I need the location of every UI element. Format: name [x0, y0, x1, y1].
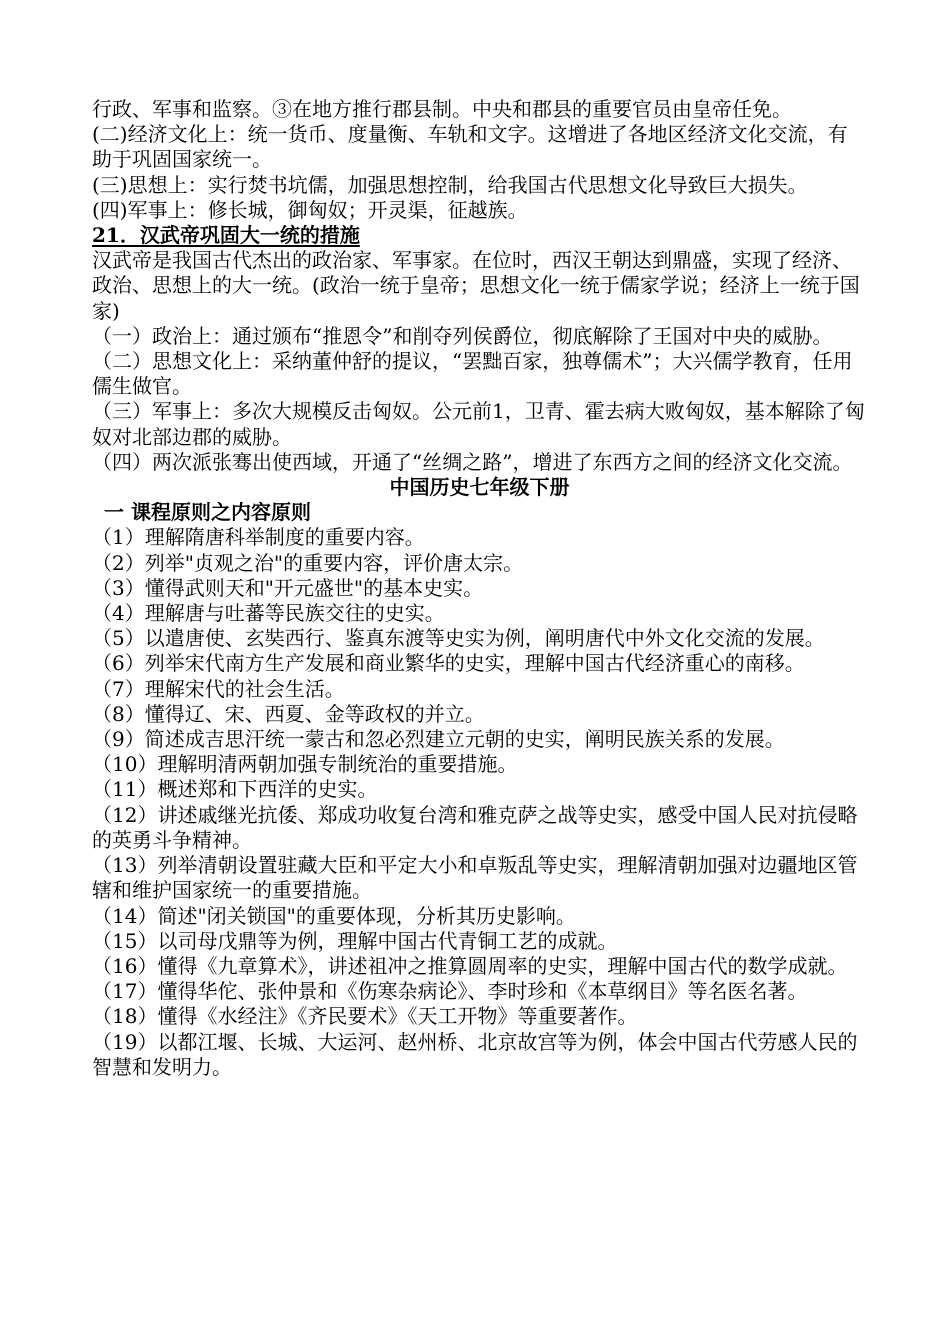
paragraph-qin-economy: (二)经济文化上：统一货币、度量衡、车轨和文字。这增进了各地区经济文化交流，有助于巩固国家统一。	[92, 122, 848, 172]
list-item: （1）理解隋唐科举制度的重要内容。	[92, 525, 425, 550]
list-item: （14）简述"闭关锁国"的重要体现，分析其历史影响。	[92, 903, 576, 928]
paragraph-han-military: （三）军事上：多次大规模反击匈奴。公元前1，卫青、霍去病大败匈奴，基本解除了匈奴对北部边郡的威胁。	[92, 399, 865, 449]
paragraph-qin-thought: (三)思想上：实行焚书坑儒，加强思想控制，给我国古代思想文化导致巨大损失。	[92, 172, 808, 197]
list-item: （3）懂得武则天和"开元盛世"的基本史实。	[92, 575, 484, 600]
paragraph-han-silkroad: （四）两次派张骞出使西域，开通了“丝绸之路”，增进了东西方之间的经济文化交流。	[92, 449, 853, 474]
list-item: （11）概述郑和下西洋的史实。	[92, 777, 378, 802]
book-title: 中国历史七年级下册	[389, 475, 570, 500]
paragraph-qin-military: (四)军事上：修长城，御匈奴；开灵渠，征越族。	[92, 197, 528, 222]
list-item: （6）列举宋代南方生产发展和商业繁华的史实，理解中国古代经济重心的南移。	[92, 651, 805, 676]
list-item: （10）理解明清两朝加强专制统治的重要措施。	[92, 752, 518, 777]
list-item: （16）懂得《九章算术》，讲述祖冲之推算圆周率的史实，理解中国古代的数学成就。	[92, 953, 848, 978]
heading-han-wudi: 21．汉武帝巩固大一统的措施	[92, 223, 360, 248]
paragraph-qin-admin: 行政、军事和监察。③在地方推行郡县制。中央和郡县的重要官员由皇帝任免。	[92, 97, 792, 121]
list-item: （19）以都江堰、长城、大运河、赵州桥、北京故宫等为例，体会中国古代劳感人民的智慧和发明力。	[92, 1029, 858, 1079]
paragraph-han-politics: （一）政治上：通过颁布“推恩令”和削夺列侯爵位，彻底解除了王国对中央的威胁。	[92, 323, 833, 348]
list-item: （9）简述成吉思汗统一蒙古和忽必烈建立元朝的史实，阐明民族关系的发展。	[92, 727, 785, 752]
paragraph-han-culture: （二）思想文化上：采纳董仲舒的提议，“罢黜百家，独尊儒术”；大兴儒学教育，任用儒生做官。	[92, 349, 853, 399]
list-item: （12）讲述戚继光抗倭、郑成功收复台湾和雅克萨之战等史实，感受中国人民对抗侵略的英勇斗争精神。	[92, 802, 858, 852]
list-item: （15）以司母戊鼎等为例，理解中国古代青铜工艺的成就。	[92, 928, 618, 953]
paragraph-han-intro: 汉武帝是我国古代杰出的政治家、军事家。在位时，西汉王朝达到鼎盛，实现了经济、政治、思想上的大一统。(政治一统于皇帝；思想文化一统于儒家学说；经济上一统于国家)	[92, 248, 860, 323]
list-item: （18）懂得《水经注》《齐民要术》《天工开物》等重要著作。	[92, 1004, 638, 1029]
document-page	[92, 97, 867, 1080]
list-item: （8）懂得辽、宋、西夏、金等政权的并立。	[92, 701, 485, 726]
list-item: （17）懂得华佗、张仲景和《伤寒杂病论》、李时珍和《本草纲目》等名医名著。	[92, 979, 808, 1004]
section-title: 一 课程原则之内容原则	[104, 500, 311, 525]
list-item: （13）列举清朝设置驻藏大臣和平定大小和卓叛乱等史实，理解清朝加强对边疆地区管辖和维护国家统一的重要措施。	[92, 853, 858, 903]
list-item: （7）理解宋代的社会生活。	[92, 676, 345, 701]
list-item: （4）理解唐与吐蕃等民族交往的史实。	[92, 601, 445, 626]
content-principles-list	[92, 525, 867, 1079]
list-item: （5）以遣唐使、玄奘西行、鉴真东渡等史实为例，阐明唐代中外文化交流的发展。	[92, 626, 825, 651]
list-item: （2）列举"贞观之治"的重要内容，评价唐太宗。	[92, 550, 524, 575]
